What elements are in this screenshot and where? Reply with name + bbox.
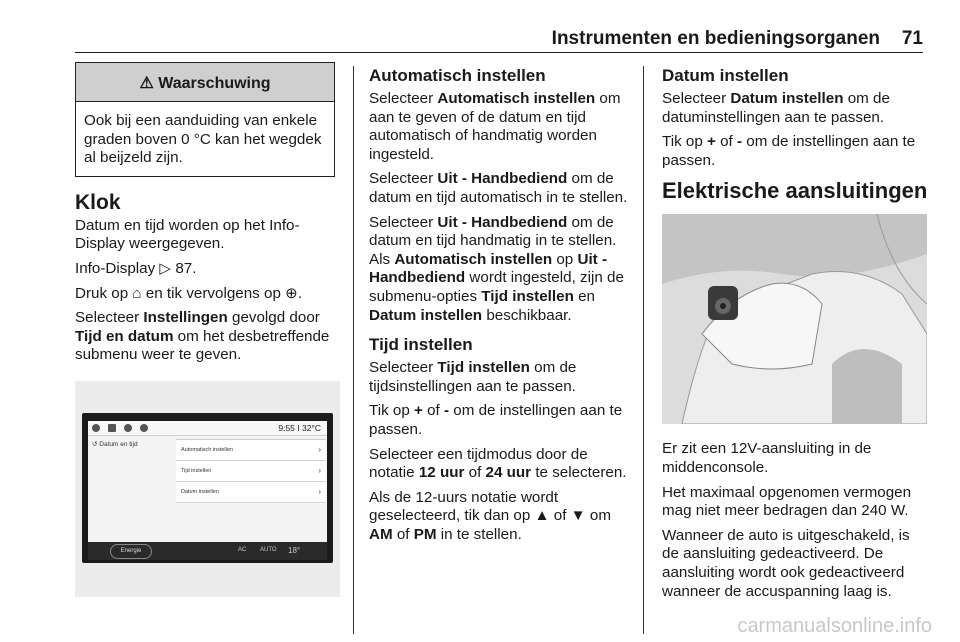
warning-icon: ⚠ [139, 75, 154, 92]
home-icon: ⌂ [132, 284, 142, 302]
tijd-paragraph-4: Als de 12-uurs notatie wordt geselecteerd, tik dan op ▲ of ▼ om AM of PM in te stellen. [369, 488, 612, 543]
header-rule [75, 52, 923, 53]
auto-button[interactable]: AUTO [260, 546, 277, 553]
column-3 [662, 62, 928, 607]
back-button[interactable]: ↺ Datum en tijd [92, 440, 138, 448]
column-2 [369, 62, 633, 550]
display-top-bar [88, 421, 327, 436]
menu-item-tijd[interactable]: Tijd instellen › [176, 461, 326, 482]
phone-icon[interactable] [124, 424, 132, 432]
menu-item-datum[interactable]: Datum instellen › [176, 482, 326, 503]
auto-paragraph-2: Selecteer Uit - Handbediend om de datum en tijd automatisch in te stellen. [369, 170, 628, 206]
page-reference[interactable]: 87 [175, 259, 193, 277]
tijd-paragraph-3: Selecteer een tijdmodus door de notatie 12 uur of 24 uur te selecteren. [369, 445, 627, 482]
auto-paragraph-1: Selecteer Automatisch instellen om aan te geven of de datum en tijd automatisch of handmatig worden ingesteld. [369, 90, 621, 163]
section-heading-elektrisch: Elektrische aansluitingen [662, 178, 928, 204]
display-screen [88, 421, 327, 545]
klok-paragraph-3: Druk op ⌂ en tik vervolgens op ⊕. [75, 284, 303, 302]
page-header-title: Instrumenten en bedieningsorganen [551, 28, 880, 49]
console-illustration [662, 214, 927, 424]
settings-menu [176, 439, 326, 503]
elek-paragraph-1: Er zit een 12V-aansluiting in de middenconsole. [662, 440, 872, 476]
tijd-paragraph-2: Tik op + of - om de instellingen aan te passen. [369, 402, 623, 438]
section-heading-klok: Klok [75, 190, 121, 214]
ac-button[interactable]: AC [238, 546, 247, 553]
energy-button[interactable]: Energie [110, 544, 152, 559]
section-heading-automatisch: Automatisch instellen [369, 66, 546, 85]
watermark: carmanualsonline.info [737, 615, 932, 637]
klok-paragraph-4: Selecteer Instellingen gevolgd door Tijd en datum om het desbetreffende submenu weer te geven. [75, 309, 330, 364]
power-outlet-photo [662, 214, 927, 424]
info-display-screenshot [75, 381, 340, 597]
chevron-right-icon: › [318, 465, 321, 475]
warning-header [76, 63, 334, 102]
page-reference-icon: ▷ [159, 259, 172, 277]
klok-paragraph-2: Info-Display ▷ 87. [75, 259, 197, 277]
tijd-paragraph-1: Selecteer Tijd instellen om de tijdsinstellingen aan te passen. [369, 359, 577, 395]
warning-text: Ook bij een aanduiding van enkele graden boven 0 °C kan het wegdek al beijzeld zijn. [84, 112, 322, 167]
settings-icon[interactable] [140, 424, 148, 432]
climate-bar [88, 542, 327, 560]
page-number: 71 [901, 28, 923, 49]
apps-icon: ⊕ [285, 284, 298, 302]
elek-paragraph-3: Wanneer de auto is uitgeschakeld, is de aansluiting gedeactiveerd. De aansluiting wordt ook gedeactiveerd wanneer de accuspanning laag is. [662, 526, 910, 600]
home-button-icon[interactable] [92, 424, 100, 432]
section-heading-tijd: Tijd instellen [369, 335, 473, 355]
section-heading-datum: Datum instellen [662, 66, 789, 85]
warning-title: Waarschuwing [158, 75, 271, 92]
auto-paragraph-3: Selecteer Uit - Handbediend om de datum en tijd handmatig in te stellen. Als Automatisch instellen op Uit - Handbediend wordt ingesteld, zijn de submenu-opties Tijd instellen en Datum instellen beschikbaar. [369, 213, 624, 324]
temperature-value: 18° [288, 545, 301, 555]
klok-paragraph-1: Datum en tijd worden op het Info-Display weergegeven. [75, 216, 300, 253]
column-divider-1 [353, 66, 354, 634]
column-divider-2 [643, 66, 644, 634]
display-bezel [82, 413, 333, 563]
menu-item-automatisch[interactable]: Automatisch instellen › [176, 440, 326, 461]
apps-grid-icon[interactable] [108, 424, 116, 432]
status-time-temp: 9:55 I 32°C [278, 422, 321, 433]
datum-paragraph-2: Tik op + of - om de instellingen aan te passen. [662, 133, 916, 169]
elek-paragraph-2: Het maximaal opgenomen vermogen mag niet meer bedragen dan 240 W. [662, 483, 912, 520]
chevron-right-icon: › [318, 444, 321, 454]
datum-paragraph-1: Selecteer Datum instellen om de datuminstellingen aan te passen. [662, 90, 890, 126]
column-1 [75, 62, 343, 597]
chevron-right-icon: › [318, 486, 321, 496]
back-icon: ↺ [92, 440, 98, 448]
warning-box [75, 62, 335, 177]
